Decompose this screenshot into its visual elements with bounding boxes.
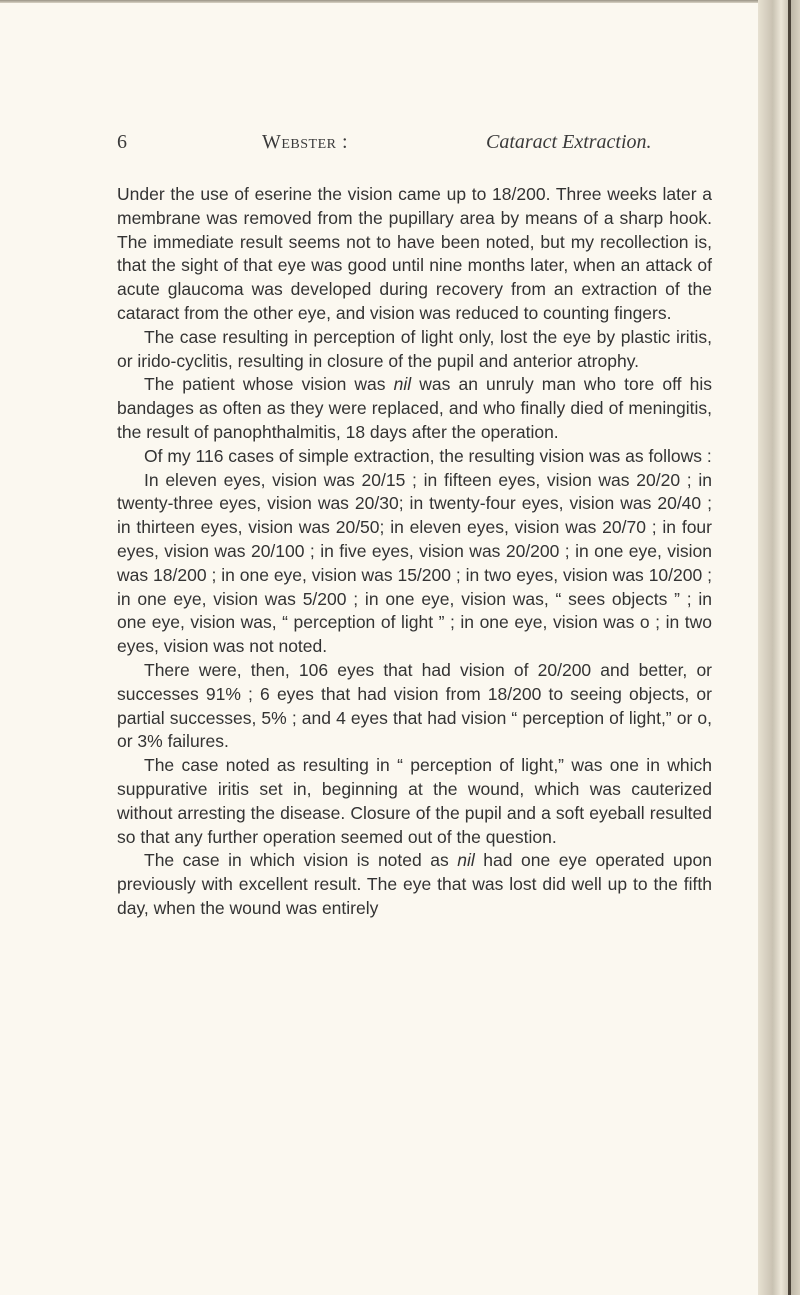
text-run: The case in which vision is noted as	[144, 850, 458, 871]
paragraph	[117, 373, 712, 444]
text-run: was an unruly man who tore off his bandages as often as they were replaced, and who finally died of meningitis, the result of panophthalmitis, 18 days after the operation.	[117, 374, 712, 442]
running-header	[117, 131, 717, 161]
paragraph: There were, then, 106 eyes that had vision of 20/200 and better, or successes 91% ; 6 eyes that had vision from 18/200 to seeing objects, or partial successes, 5% ; and 4 eyes that had vision “ perception of light,” or o, or 3% failures.	[117, 659, 712, 752]
paragraph	[117, 849, 712, 920]
running-head-author: Webster :	[262, 131, 349, 153]
paragraph: In eleven eyes, vision was 20/15 ; in fifteen eyes, vision was 20/20 ; in twenty-three eyes, vision was 20/30; in twenty-four eyes, vision was 20/40 ; in thirteen eyes, vision was 20/50; in eleven eyes, vision was 20/70 ; in four eyes, vision was 20/100 ; in five eyes, vision was 20/200 ; in one eye, vision was 18/200 ; in one eye, vision was 15/200 ; in two eyes, vision was 10/200 ; in one eye, vision was 5/200 ; in one eye, vision was, “ sees objects ” ; in one eye, vision was, “ perception of light ” ; in one eye, vision was o ; in two eyes, vision was not noted.	[117, 469, 712, 657]
running-head-title: Cataract Extraction.	[486, 131, 652, 153]
book-binding-line	[788, 0, 791, 1295]
paragraph: Under the use of eserine the vision came up to 18/200. Three weeks later a membrane was removed from the pupillary area by means of a sharp hook. The immediate result seems not to have been noted, but my recollection is, that the sight of that eye was good until nine months later, when an attack of acute glaucoma was developed during recovery from an extraction of the cataract from the other eye, and vision was reduced to counting fingers.	[117, 184, 712, 323]
text-run: had one eye operated upon previously with excellent result. The eye that was lost did well up to the fifth day, when the wound was entirely	[117, 850, 712, 918]
text-run: The patient whose vision was	[144, 374, 394, 395]
paragraph: The case noted as resulting in “ perception of light,” was one in which suppurative iritis set in, beginning at the wound, which was cauterized without arresting the disease. Closure of the pupil and a soft eyeball resulted so that any further operation seemed out of the question.	[117, 755, 712, 847]
italic-term: nil	[393, 374, 412, 395]
italic-term: nil	[457, 850, 475, 871]
page-top-shadow	[0, 0, 770, 3]
page-body	[117, 183, 712, 921]
book-spine-edge	[758, 0, 800, 1295]
paragraph: Of my 116 cases of simple extraction, the resulting vision was as follows :	[144, 445, 712, 466]
paragraph: The case resulting in perception of light only, lost the eye by plastic iritis, or irido-cyclitis, resulting in closure of the pupil and anterior atrophy.	[117, 326, 712, 371]
page-number: 6	[117, 131, 127, 153]
